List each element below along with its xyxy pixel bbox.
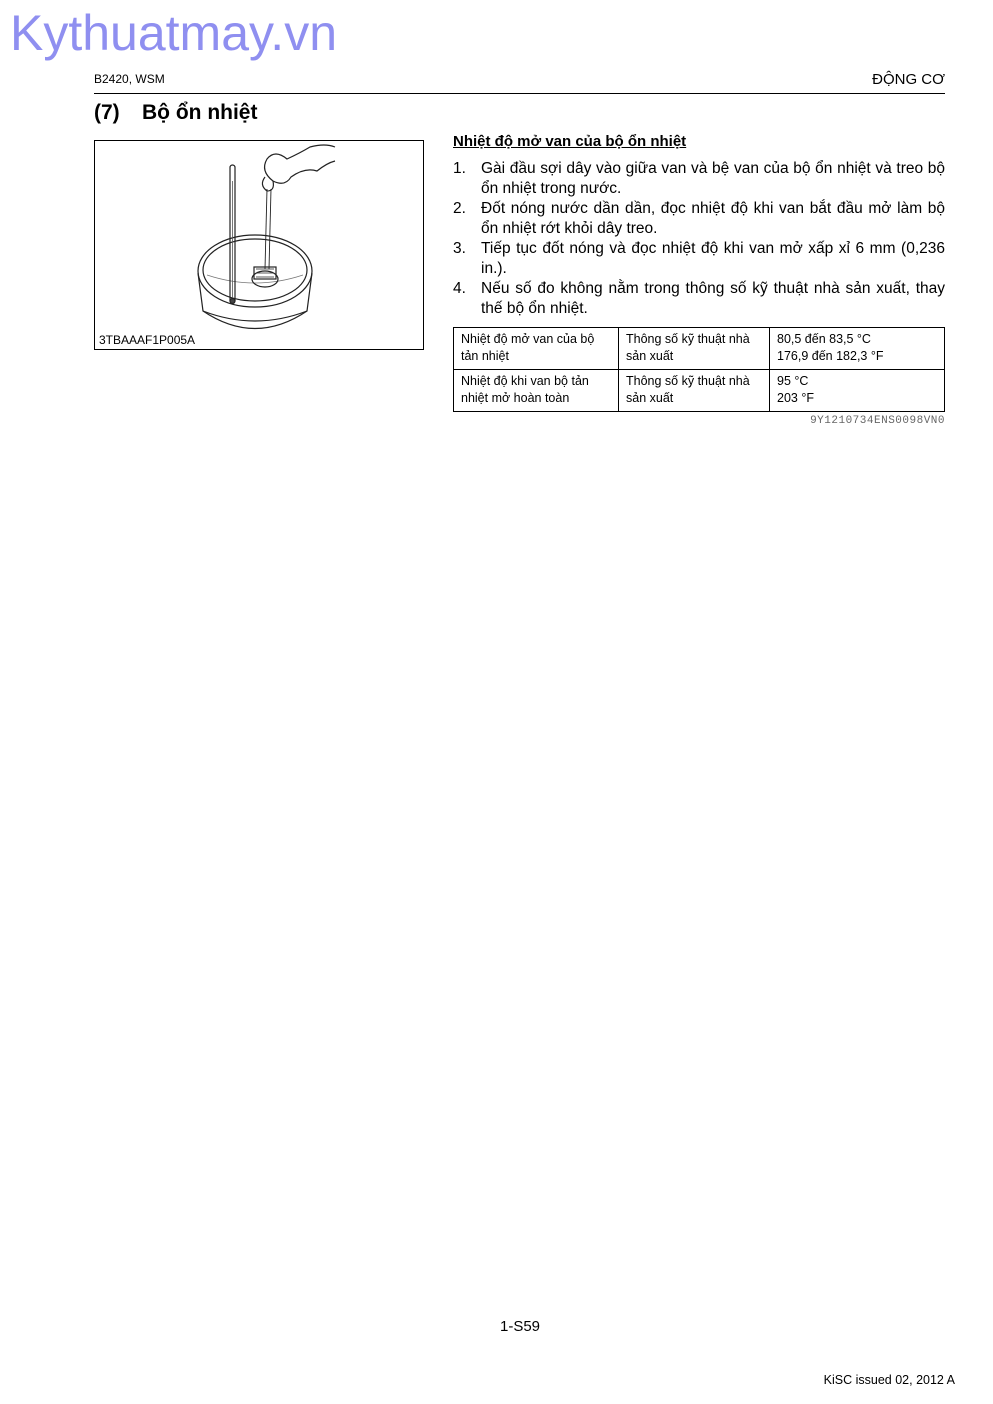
spec-value (770, 328, 945, 370)
step-text: Đốt nóng nước dần dần, đọc nhiệt độ khi van bắt đầu mở làm bộ ổn nhiệt rớt khỏi dây treo. (481, 200, 945, 237)
section-number: (7) (94, 101, 120, 124)
step-text: Nếu số đo không nằm trong thông số kỹ thuật nhà sản xuất, thay thế bộ ổn nhiệt. (481, 280, 945, 317)
issue-info: KiSC issued 02, 2012 A (823, 1373, 955, 1387)
step-number: 2. (453, 200, 466, 217)
document-code: 9Y1210734ENS0098VN0 (810, 415, 945, 427)
spec-value-metric: 95 °C (777, 374, 809, 388)
watermark-text: Kythuatmay.vn (10, 5, 338, 61)
thermostat-test-illustration (95, 141, 423, 349)
spec-value (770, 370, 945, 412)
procedure-heading: Nhiệt độ mở van của bộ ổn nhiệt (453, 133, 687, 150)
header-chapter: ĐỘNG CƠ (872, 71, 945, 88)
procedure-column (453, 133, 945, 427)
step-item (453, 199, 945, 239)
step-text: Tiếp tục đốt nóng và đọc nhiệt độ khi van mở xấp xỉ 6 mm (0,236 in.). (481, 240, 945, 277)
figure-box (94, 140, 424, 350)
figure-code: 3TBAAAF1P005A (99, 333, 196, 347)
page-number: 1-S59 (499, 1318, 541, 1335)
spec-value-imperial: 176,9 đến 182,3 °F (777, 349, 884, 363)
step-item (453, 239, 945, 279)
step-number: 4. (453, 280, 466, 297)
step-number: 3. (453, 240, 466, 257)
table-row (454, 370, 945, 412)
spec-table (453, 327, 945, 412)
step-text: Gài đầu sợi dây vào giữa van và bệ van của bộ ổn nhiệt và treo bộ ổn nhiệt trong nước. (481, 160, 945, 197)
section-title (94, 101, 257, 125)
table-row (454, 328, 945, 370)
procedure-steps (453, 159, 945, 319)
spec-item: Nhiệt độ mở van của bộ tản nhiệt (454, 328, 619, 370)
section-title-text: Bộ ổn nhiệt (142, 101, 258, 124)
header-model: B2420, WSM (94, 72, 165, 86)
spec-label: Thông số kỹ thuật nhà sản xuất (619, 328, 770, 370)
step-number: 1. (453, 160, 466, 177)
step-item (453, 279, 945, 319)
header-divider (94, 93, 945, 94)
spec-label: Thông số kỹ thuật nhà sản xuất (619, 370, 770, 412)
spec-value-imperial: 203 °F (777, 391, 814, 405)
step-item (453, 159, 945, 199)
spec-value-metric: 80,5 đến 83,5 °C (777, 332, 871, 346)
spec-item: Nhiệt độ khi van bộ tản nhiệt mở hoàn toàn (454, 370, 619, 412)
